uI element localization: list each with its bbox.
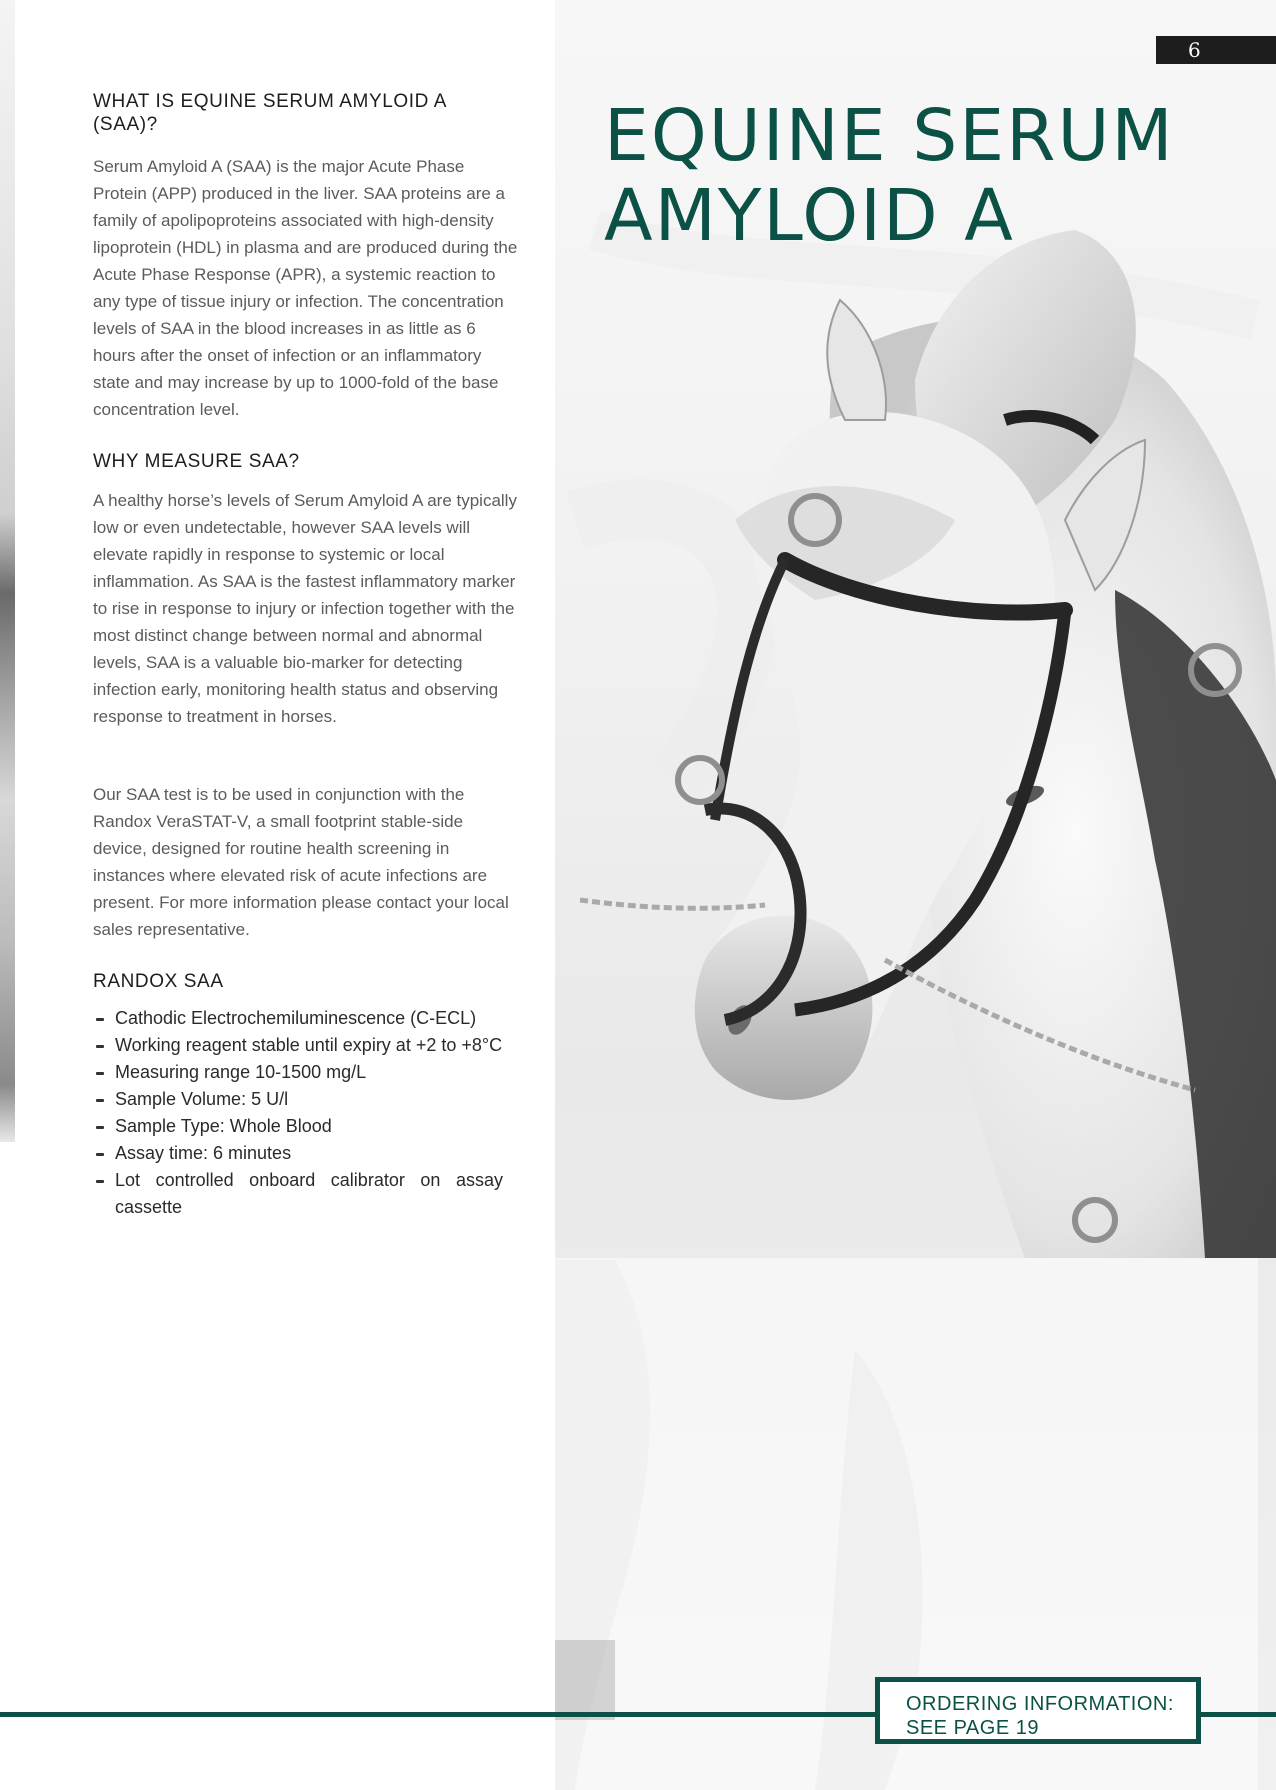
bullet-icon <box>96 1045 104 1048</box>
list-item-text: Cathodic Electrochemiluminescence (C-ECL) <box>115 1008 477 1028</box>
why-measure-body-2: Our SAA test is to be used in conjunction with the Randox VeraSTAT-V, a small footprint stable-side device, designed for routine health screening in instances where elevated risk of acute infections are present. For more information please contact your local sales representative. <box>93 785 509 939</box>
bullet-icon <box>96 1153 104 1156</box>
list-item-text: Lot controlled onboard calibrator on assay cassette <box>115 1170 503 1217</box>
list-item <box>93 1032 503 1059</box>
list-item-text: Working reagent stable until expiry at +2 to +8°C <box>115 1035 503 1055</box>
ordering-info-line-1: ORDERING INFORMATION: <box>906 1693 1174 1715</box>
list-item <box>93 1005 503 1032</box>
page-title-line-1: EQUINE SERUM <box>604 94 1175 177</box>
list-item <box>93 1167 503 1221</box>
list-item <box>93 1059 503 1086</box>
list-item <box>93 1113 503 1140</box>
bullet-icon <box>96 1180 104 1183</box>
bullet-icon <box>96 1099 104 1102</box>
randox-saa-heading: RANDOX SAA <box>93 971 224 992</box>
bullet-icon <box>96 1018 104 1021</box>
what-is-heading: WHAT IS EQUINE SERUM AMYLOID A (SAA)? <box>93 91 447 135</box>
list-item <box>93 1086 503 1113</box>
ordering-info-line-2: SEE PAGE 19 <box>906 1717 1039 1739</box>
page-title-line-2: AMYLOID A <box>604 174 1015 257</box>
list-item-text: Sample Type: Whole Blood <box>115 1116 332 1136</box>
why-measure-heading: WHY MEASURE SAA? <box>93 451 300 472</box>
randox-saa-list <box>93 1005 503 1221</box>
why-measure-body-1: A healthy horse’s levels of Serum Amyloid A are typically low or even undetectable, however SAA levels will elevate rapidly in response to systemic or local inflammation. As SAA is the fastest inflammatory marker to rise in response to injury or infection together with the most distinct change between normal and abnormal levels, SAA is a valuable bio-marker for detecting infection early, monitoring health status and observing response to treatment in horses. <box>93 491 517 726</box>
ordering-info-box <box>875 1677 1201 1744</box>
left-strip-edge <box>15 0 18 1142</box>
bullet-icon <box>96 1072 104 1075</box>
list-item-text: Measuring range 10-1500 mg/L <box>115 1062 367 1082</box>
page-title <box>604 96 1244 256</box>
what-is-body: Serum Amyloid A (SAA) is the major Acute Phase Protein (APP) produced in the liver. SAA proteins are a family of apolipoproteins associated with high-density lipoprotein (HDL) in plasma and are produced during the Acute Phase Response (APR), a systemic reaction to any type of tissue injury or infection. The concentration levels of SAA in the blood increases in as little as 6 hours after the onset of infection or an inflammatory state and may increase by up to 1000-fold of the base concentration level. <box>93 157 518 419</box>
bullet-icon <box>96 1126 104 1129</box>
page-number: 6 <box>1156 36 1276 64</box>
list-item-text: Assay time: 6 minutes <box>115 1143 292 1163</box>
list-item <box>93 1140 503 1167</box>
list-item-text: Sample Volume: 5 U/l <box>115 1089 289 1109</box>
